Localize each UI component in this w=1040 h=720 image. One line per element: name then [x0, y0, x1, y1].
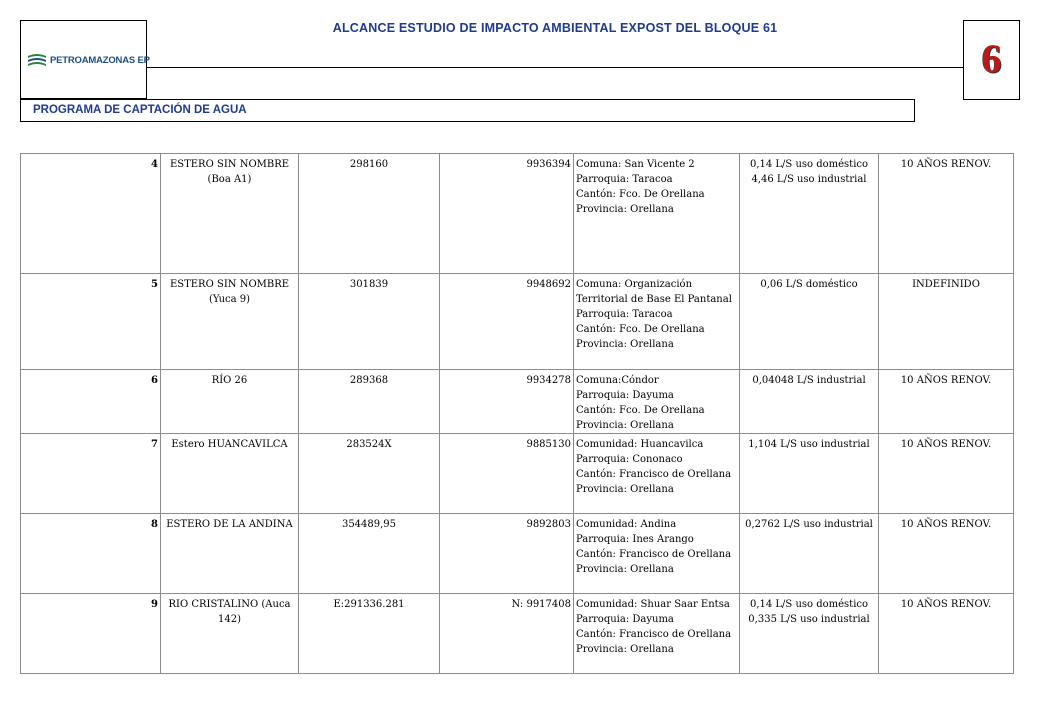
table-row [21, 514, 1014, 594]
flow-line: 0,335 L/S uso industrial [748, 614, 870, 625]
flow-line: 0,06 L/S doméstico [760, 279, 858, 290]
location-line: Cantón: Francisco de Orellana Provincia: Orellana [576, 549, 732, 575]
coordinate-x: 301839 [299, 274, 440, 370]
location-cell [574, 154, 740, 274]
company-logo-box [20, 20, 150, 99]
location-line: Parroquia: Taracoa [576, 309, 673, 320]
flow-line: 0,14 L/S uso doméstico [749, 599, 869, 610]
flow-cell [740, 514, 879, 594]
row-number: 4 [21, 154, 161, 274]
location-cell [574, 370, 740, 434]
location-line: Comunidad: Shuar Saar Entsa Parroquia: Dayuma [576, 599, 730, 625]
location-line: Cantón: Francisco de Orellana [576, 469, 732, 480]
water-intake-table [20, 153, 1014, 674]
location-line: Cantón: Fco. De Orellana [576, 189, 705, 200]
location-line: Comuna: Organización Territorial de Base El Pantanal [576, 279, 732, 305]
coordinate-y: 9936394 [440, 154, 574, 274]
location-line: Comunidad: Andina [576, 519, 677, 530]
location-line: Provincia: Orellana [576, 339, 674, 350]
water-source-name: ESTERO DE LA ANDINA [161, 514, 299, 594]
water-source-name: RÍO 26 [161, 370, 299, 434]
table-row [21, 154, 1014, 274]
water-source-name: ESTERO SIN NOMBRE (Yuca 9) [161, 274, 299, 370]
table-row [21, 370, 1014, 434]
concession-term: 10 AÑOS RENOV. [879, 594, 1014, 674]
document-title: ALCANCE ESTUDIO DE IMPACTO AMBIENTAL EXPOST DEL BLOQUE 61 [332, 21, 778, 35]
location-line: Parroquia: Ines Arango [576, 534, 694, 545]
table-row [21, 274, 1014, 370]
flow-line: 0,14 L/S uso doméstico [749, 159, 869, 170]
company-logo [27, 53, 150, 67]
petroamazonas-logo-icon [27, 53, 47, 67]
location-line: Parroquia: Cononaco [576, 454, 683, 465]
coordinate-x: 289368 [299, 370, 440, 434]
location-line: Provincia: Orellana [576, 484, 674, 495]
flow-line: 0,2762 L/S uso industrial [745, 519, 873, 530]
concession-term: 10 AÑOS RENOV. [879, 154, 1014, 274]
flow-line: 0,04048 L/S industrial [752, 375, 866, 386]
location-line: Cantón: Fco. De Orellana [576, 405, 705, 416]
water-source-name: RIO CRISTALINO (Auca 142) [161, 594, 299, 674]
page-number: 6 [981, 36, 1002, 81]
table-row [21, 594, 1014, 674]
coordinate-x: 354489,95 [299, 514, 440, 594]
concession-term: 10 AÑOS RENOV. [879, 514, 1014, 594]
location-line: Parroquia: Dayuma [576, 390, 674, 401]
coordinate-y: 9948692 [440, 274, 574, 370]
program-title: PROGRAMA DE CAPTACIÓN DE AGUA [33, 104, 247, 116]
table-row [21, 434, 1014, 514]
water-source-name: ESTERO SIN NOMBRE (Boa A1) [161, 154, 299, 274]
coordinate-y: 9934278 [440, 370, 574, 434]
water-source-name: Estero HUANCAVILCA [161, 434, 299, 514]
location-cell [574, 514, 740, 594]
row-number: 7 [21, 434, 161, 514]
document-header [147, 20, 963, 68]
row-number: 8 [21, 514, 161, 594]
page-number-box [963, 20, 1020, 100]
concession-term: 10 AÑOS RENOV. [879, 370, 1014, 434]
location-line: Provincia: Orellana [576, 420, 674, 431]
coordinate-x: E:291336.281 [299, 594, 440, 674]
location-line: Comuna:Cóndor [576, 375, 659, 386]
row-number: 6 [21, 370, 161, 434]
location-cell [574, 274, 740, 370]
coordinate-x: 298160 [299, 154, 440, 274]
coordinate-x: 283524X [299, 434, 440, 514]
location-cell [574, 594, 740, 674]
flow-cell [740, 434, 879, 514]
flow-line: 4,46 L/S uso industrial [751, 174, 867, 185]
concession-term: INDEFINIDO [879, 274, 1014, 370]
coordinate-y: N: 9917408 [440, 594, 574, 674]
location-line: Cantón: Fco. De Orellana [576, 324, 705, 335]
row-number: 5 [21, 274, 161, 370]
program-banner [20, 99, 915, 122]
location-line: Cantón: Francisco de Orellana Provincia: Orellana [576, 629, 732, 655]
location-line: Comuna: San Vicente 2 [576, 159, 695, 170]
coordinate-y: 9892803 [440, 514, 574, 594]
logo-text: PETROAMAZONAS EP [50, 54, 150, 66]
flow-cell [740, 274, 879, 370]
location-line: Provincia: Orellana [576, 204, 674, 215]
flow-cell [740, 594, 879, 674]
table-bottom-border [160, 673, 1013, 674]
row-number: 9 [21, 594, 161, 674]
location-cell [574, 434, 740, 514]
flow-line: 1,104 L/S uso industrial [748, 439, 870, 450]
location-line: Parroquia: Taracoa [576, 174, 673, 185]
flow-cell [740, 370, 879, 434]
location-line: Comunidad: Huancavilca [576, 439, 704, 450]
concession-term: 10 AÑOS RENOV. [879, 434, 1014, 514]
coordinate-y: 9885130 [440, 434, 574, 514]
flow-cell [740, 154, 879, 274]
